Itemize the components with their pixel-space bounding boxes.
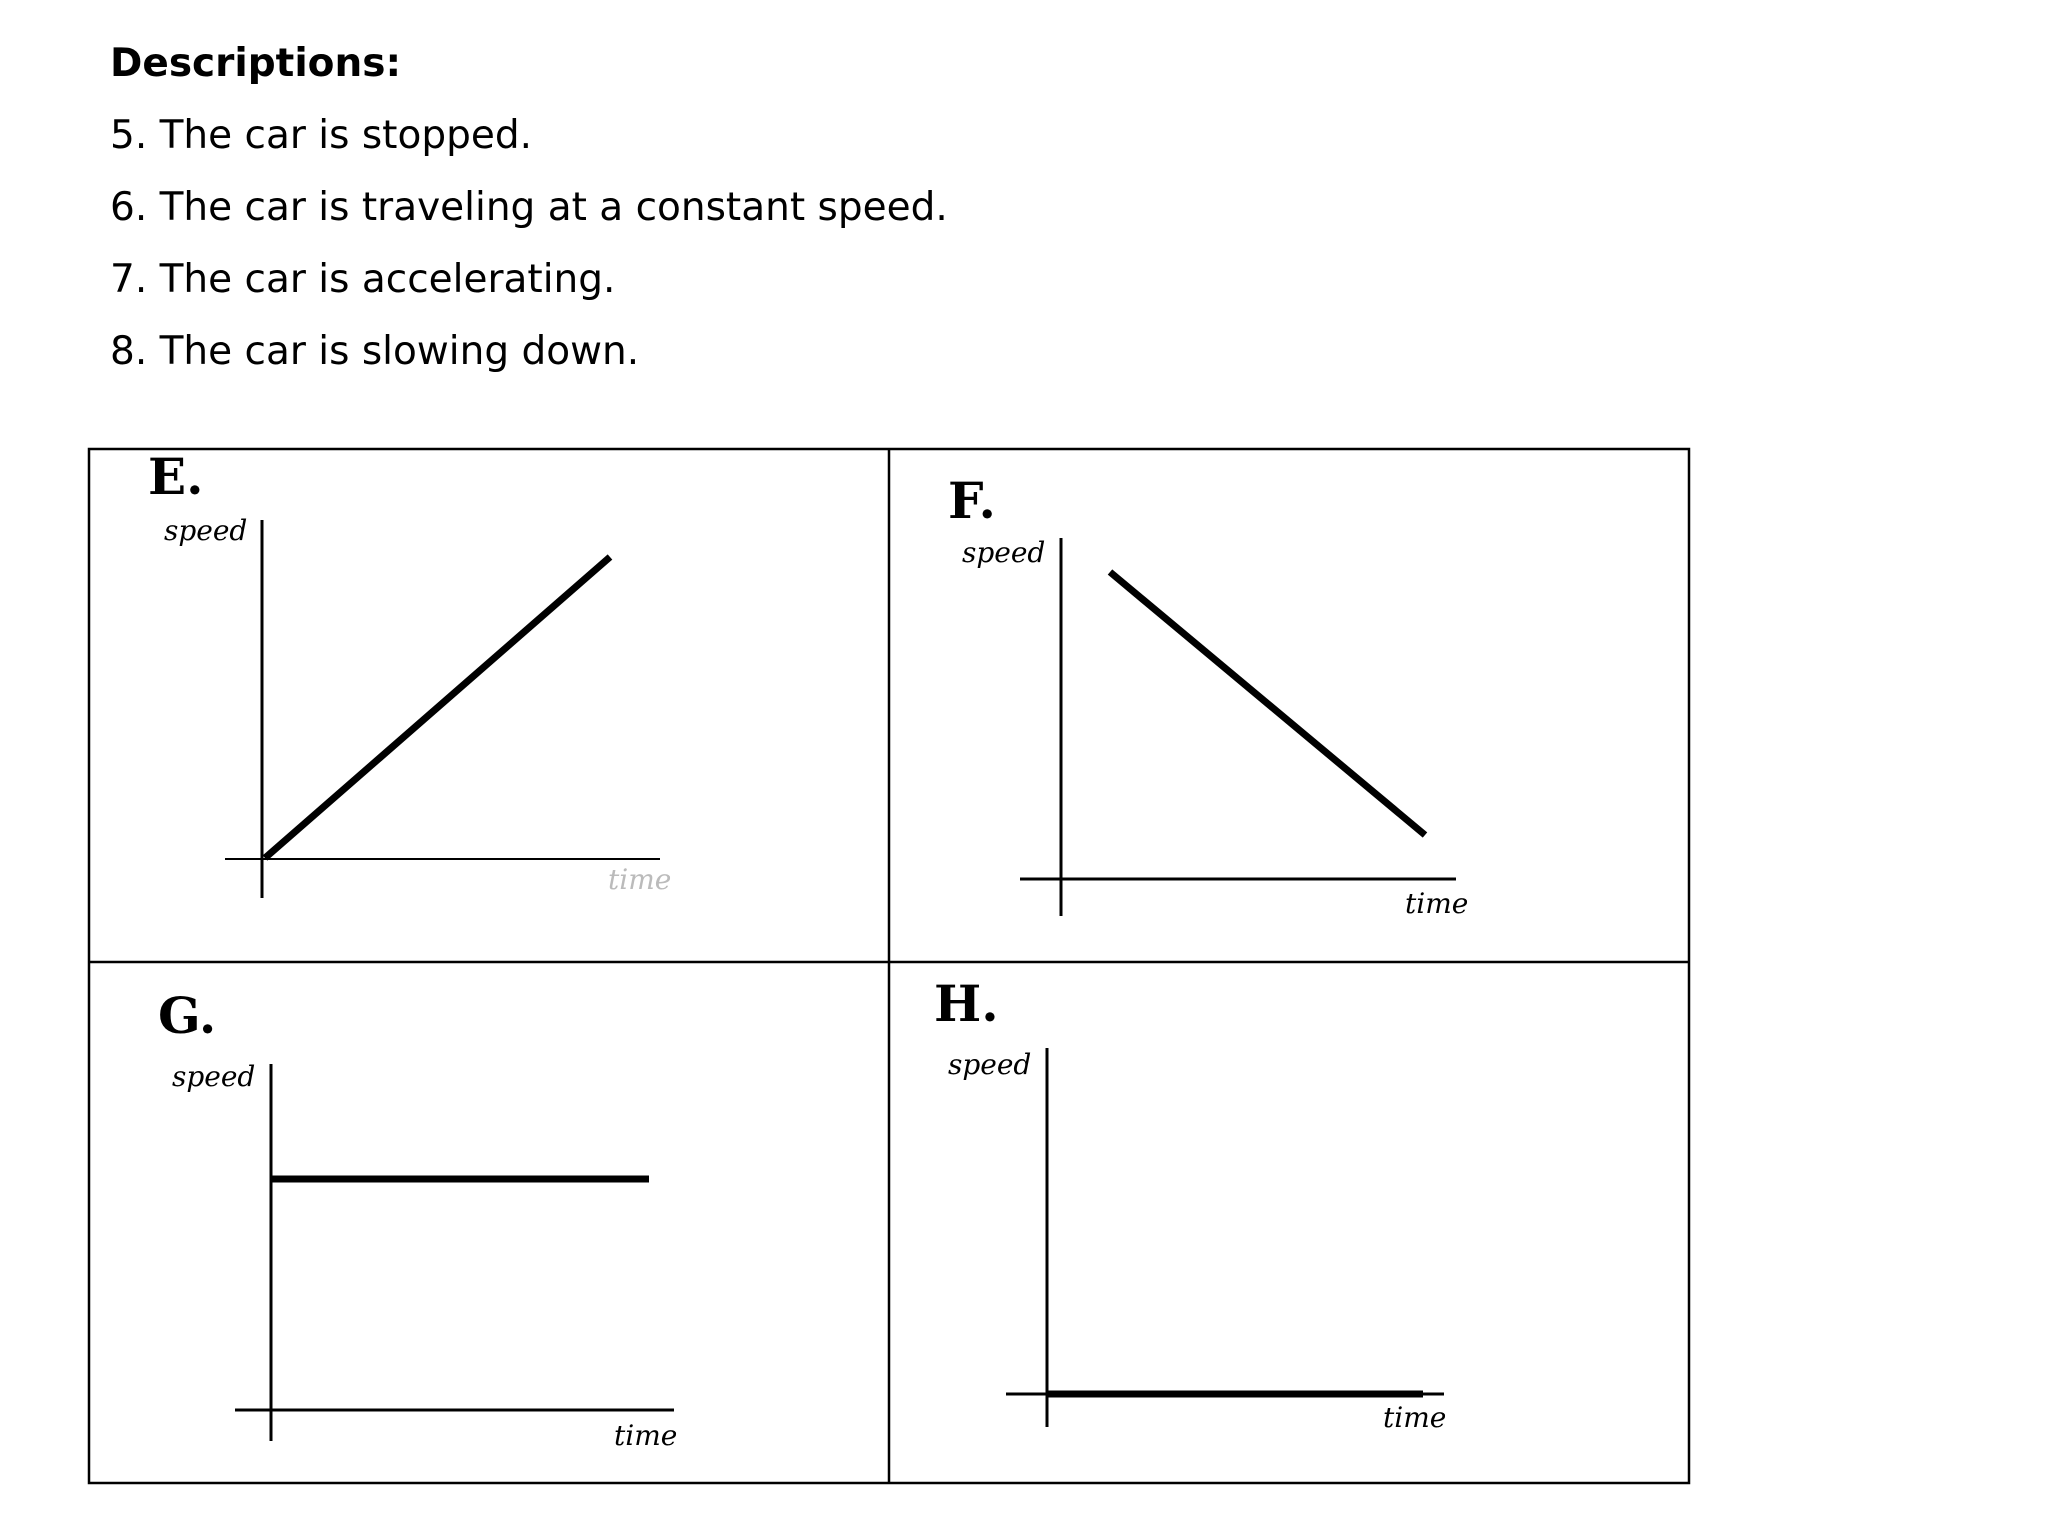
ylabel-e: speed bbox=[164, 514, 248, 547]
panel-letter-f: F. bbox=[948, 471, 996, 530]
description-item-8: 8. The car is slowing down. bbox=[110, 329, 640, 374]
panel-e bbox=[148, 447, 671, 898]
descriptions-heading: Descriptions: bbox=[110, 41, 402, 86]
ylabel-f: speed bbox=[962, 536, 1046, 569]
panel-g bbox=[158, 986, 677, 1452]
data-line-e bbox=[265, 557, 610, 858]
xlabel-f: time bbox=[1405, 887, 1469, 920]
xlabel-g: time bbox=[614, 1419, 678, 1452]
ylabel-h: speed bbox=[948, 1048, 1032, 1081]
panel-letter-e: E. bbox=[148, 447, 204, 506]
description-item-5: 5. The car is stopped. bbox=[110, 113, 532, 158]
panel-h bbox=[934, 974, 1446, 1434]
description-item-6: 6. The car is traveling at a constant speed. bbox=[110, 185, 948, 230]
xlabel-h: time bbox=[1383, 1401, 1447, 1434]
xlabel-e: time bbox=[608, 863, 672, 896]
panel-f bbox=[948, 471, 1468, 920]
panel-letter-h: H. bbox=[934, 974, 999, 1033]
data-line-f bbox=[1110, 572, 1425, 835]
panel-letter-g: G. bbox=[158, 986, 217, 1045]
description-item-7: 7. The car is accelerating. bbox=[110, 257, 616, 302]
ylabel-g: speed bbox=[172, 1060, 256, 1093]
